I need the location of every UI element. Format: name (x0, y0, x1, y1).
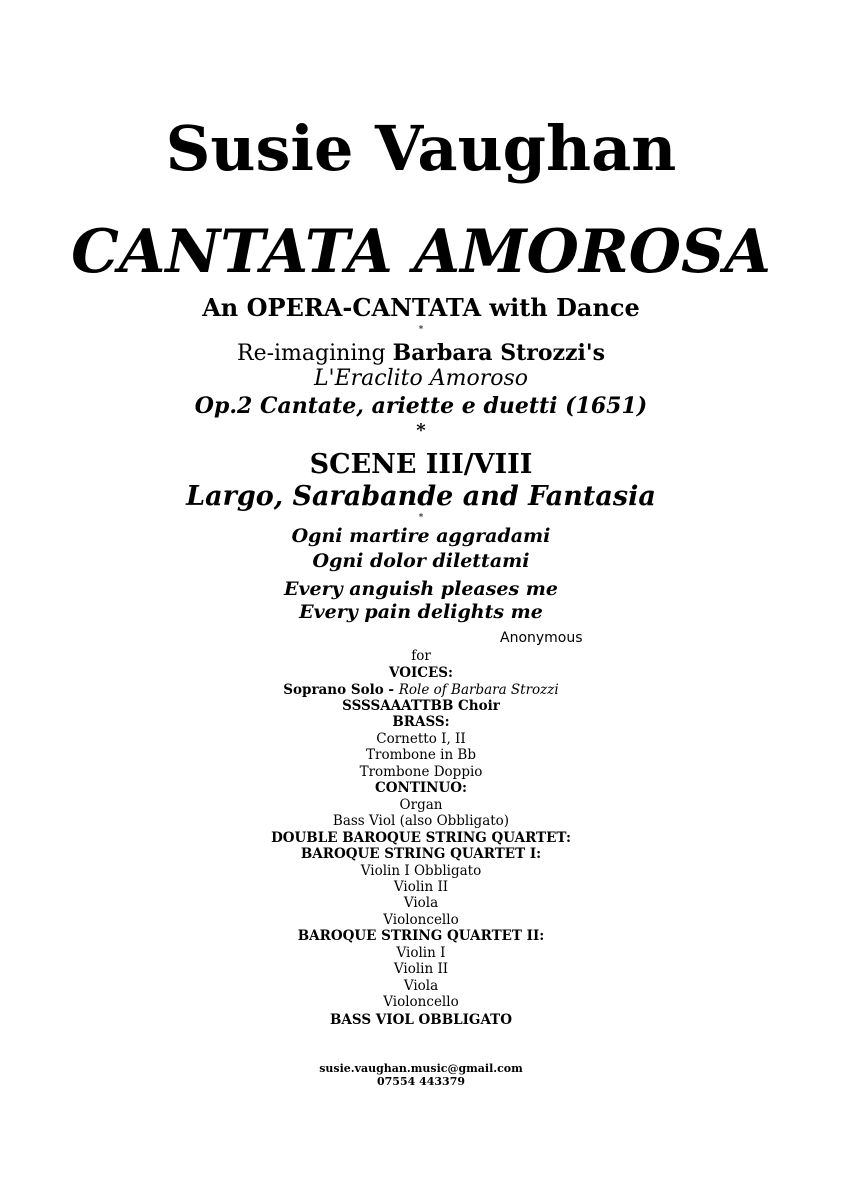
quote-italian-1: Ogni martire aggradami (291, 525, 551, 547)
separator-1: * (418, 325, 424, 335)
work-title: CANTATA AMOROSA (71, 217, 771, 287)
separator-3: * (418, 513, 424, 523)
quartet1-item-3: Viola (403, 895, 439, 911)
scene-title: SCENE III/VIII (309, 449, 533, 480)
continuo-heading: CONTINUO: (374, 780, 468, 796)
choir-line: SSSSAAATTBB Choir (342, 698, 500, 714)
quartet1-item-1: Violin I Obbligato (360, 863, 482, 879)
work-subtitle: An OPERA-CANTATA with Dance (202, 293, 640, 322)
opus-line: Op.2 Cantate, ariette e duetti (1651) (194, 393, 648, 419)
continuo-item-1: Organ (399, 797, 443, 813)
quartet2-item-4: Violoncello (383, 994, 459, 1010)
soprano-label: Soprano Solo - (283, 682, 399, 698)
reimagining-prefix: Re-imagining (237, 341, 393, 366)
quartet2-heading: BAROQUE STRING QUARTET II: (297, 928, 545, 944)
quartet1-item-2: Violin II (393, 879, 449, 895)
scene-subtitle: Largo, Sarabande and Fantasia (186, 481, 656, 512)
reimagining-line (0, 342, 842, 365)
reimagining-name: Barbara Strozzi's (392, 340, 605, 366)
bass-viol-obbligato: BASS VIOL OBBLIGATO (330, 1012, 512, 1028)
quartet1-item-4: Violoncello (383, 912, 459, 928)
quartet2-item-3: Viola (403, 978, 439, 994)
double-quartet-heading: DOUBLE BAROQUE STRING QUARTET: (271, 830, 571, 846)
quote-english-2: Every pain delights me (299, 601, 543, 623)
composer-name: Susie Vaughan (165, 112, 677, 185)
brass-item-3: Trombone Doppio (359, 764, 483, 780)
contact-phone: 07554 443379 (376, 1075, 466, 1088)
brass-item-1: Cornetto I, II (376, 731, 466, 747)
soprano-line (0, 684, 842, 698)
source-work: L'Eraclito Amoroso (313, 366, 529, 391)
quartet2-item-1: Violin I (396, 945, 446, 961)
continuo-item-2: Bass Viol (also Obbligato) (332, 813, 510, 829)
soprano-role: Role of Barbara Strozzi (398, 682, 559, 698)
separator-2: * (416, 420, 426, 441)
quartet1-heading: BAROQUE STRING QUARTET I: (300, 846, 542, 862)
quote-attribution: Anonymous (500, 630, 583, 646)
quote-italian-2: Ogni dolor dilettami (312, 550, 530, 572)
contact-email: susie.vaughan.music@gmail.com (319, 1062, 523, 1075)
voices-heading: VOICES: (388, 665, 454, 681)
brass-heading: BRASS: (392, 714, 450, 730)
quote-english-1: Every anguish pleases me (283, 578, 559, 600)
for-label: for (411, 648, 431, 664)
quartet2-item-2: Violin II (393, 961, 449, 977)
brass-item-2: Trombone in Bb (366, 747, 476, 763)
